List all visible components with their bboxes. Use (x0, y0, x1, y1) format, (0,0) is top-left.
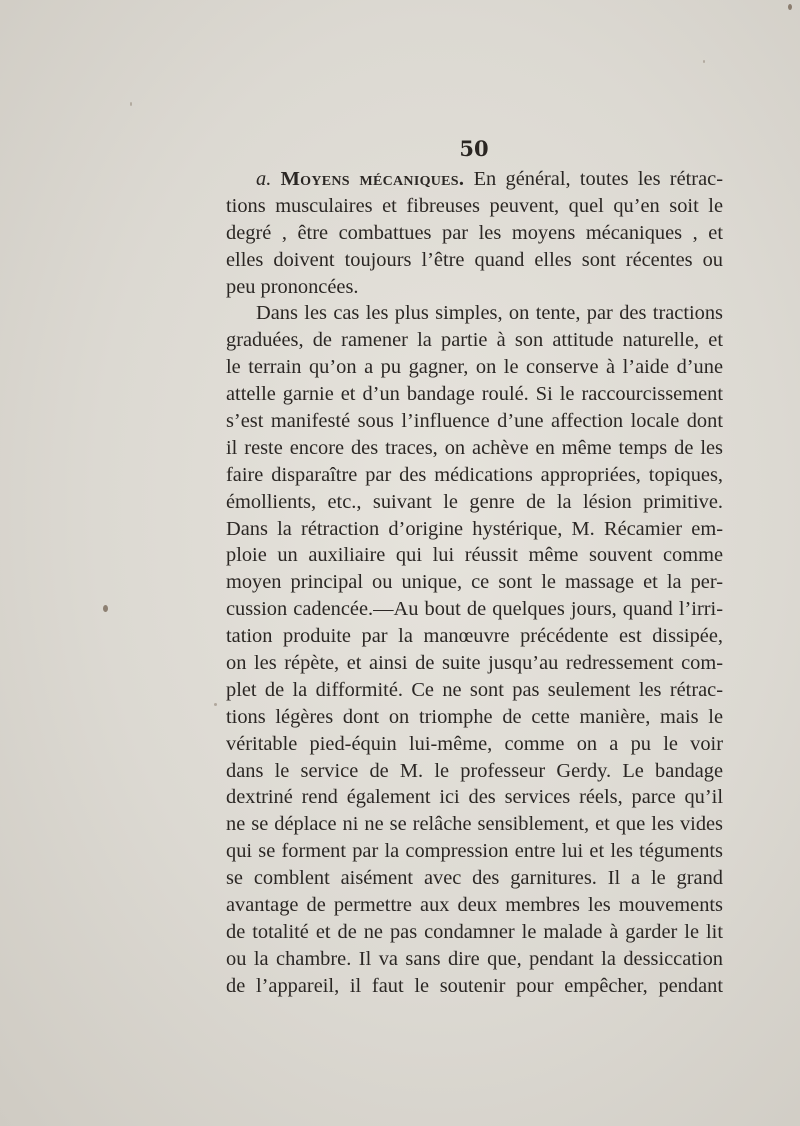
text-line: avantage de permettre aux deux membres les mouvements (226, 894, 723, 917)
text-line: tation produite par la manœuvre précédente est dissipée, (226, 625, 723, 648)
text-line-content: En général, toutes les rétrac- (464, 168, 723, 190)
text-line: le terrain qu’on a pu gagner, on le conserve à l’aide d’une (226, 356, 723, 379)
text-line: Dans les cas les plus simples, on tente, par des tractions (256, 302, 723, 325)
section-heading: Moyens mécaniques. (280, 168, 465, 190)
text-line: elles doivent toujours l’être quand elles sont récentes ou (226, 248, 723, 271)
text-line: se comblent aisément avec des garnitures. Il a le grand (226, 867, 723, 890)
paper-speck (703, 60, 705, 63)
text-line: degré , être combattues par les moyens mécaniques , et (226, 221, 723, 244)
text-line: Dans la rétraction d’origine hystérique, M. Récamier em- (226, 517, 723, 540)
text-line: attelle garnie et d’un bandage roulé. Si le raccourcissement (226, 383, 723, 406)
text-line: moyen principal ou unique, ce sont le massage et la per- (226, 571, 723, 594)
text-line: il reste encore des traces, on achève en même temps de les (226, 436, 723, 459)
text-line: graduées, de ramener la partie à son attitude naturelle, et (226, 329, 723, 352)
text-line: véritable pied-équin lui-même, comme on a pu le voir (226, 732, 723, 755)
text-line: qui se forment par la compression entre lui et les téguments (226, 840, 723, 863)
text-line: tions légères dont on triomphe de cette manière, mais le (226, 705, 723, 728)
text-line: dans le service de M. le professeur Gerdy. Le bandage (226, 759, 723, 782)
body-text (226, 166, 723, 1000)
text-line: tions musculaires et fibreuses peuvent, quel qu’en soit le (226, 194, 723, 217)
text-line: cussion cadencée.—Au bout de quelques jours, quand l’irri- (226, 598, 723, 621)
text-line: s’est manifesté sous l’influence d’une affection locale dont (226, 410, 723, 433)
paper-speck (788, 4, 792, 10)
section-letter: a. (256, 168, 272, 190)
text-line: plet de la difformité. Ce ne sont pas seulement les rétrac- (226, 678, 723, 701)
paper-speck (214, 703, 217, 706)
text-line: ne se déplace ni ne se relâche sensiblement, et que les vides (226, 813, 723, 836)
text-line: de totalité et de ne pas condamner le malade à garder le lit (226, 920, 723, 943)
text-line: on les répète, et ainsi de suite jusqu’au redressement com- (226, 652, 723, 675)
page-number: 50 (459, 136, 489, 161)
text-line: dextriné rend également ici des services réels, parce qu’il (226, 786, 723, 809)
paper-speck (130, 102, 132, 106)
text-line: de l’appareil, il faut le soutenir pour empêcher, pendant (226, 974, 723, 997)
text-line: faire disparaître par des médications appropriées, topiques, (226, 463, 723, 486)
paper-speck (103, 605, 108, 612)
text-line: émollients, etc., suivant le genre de la lésion primitive. (226, 490, 723, 513)
text-line: ploie un auxiliaire qui lui réussit même souvent comme (226, 544, 723, 567)
text-line (226, 166, 723, 193)
text-line: peu prononcées. (226, 275, 359, 298)
text-line: ou la chambre. Il va sans dire que, pendant la dessiccation (226, 947, 723, 970)
